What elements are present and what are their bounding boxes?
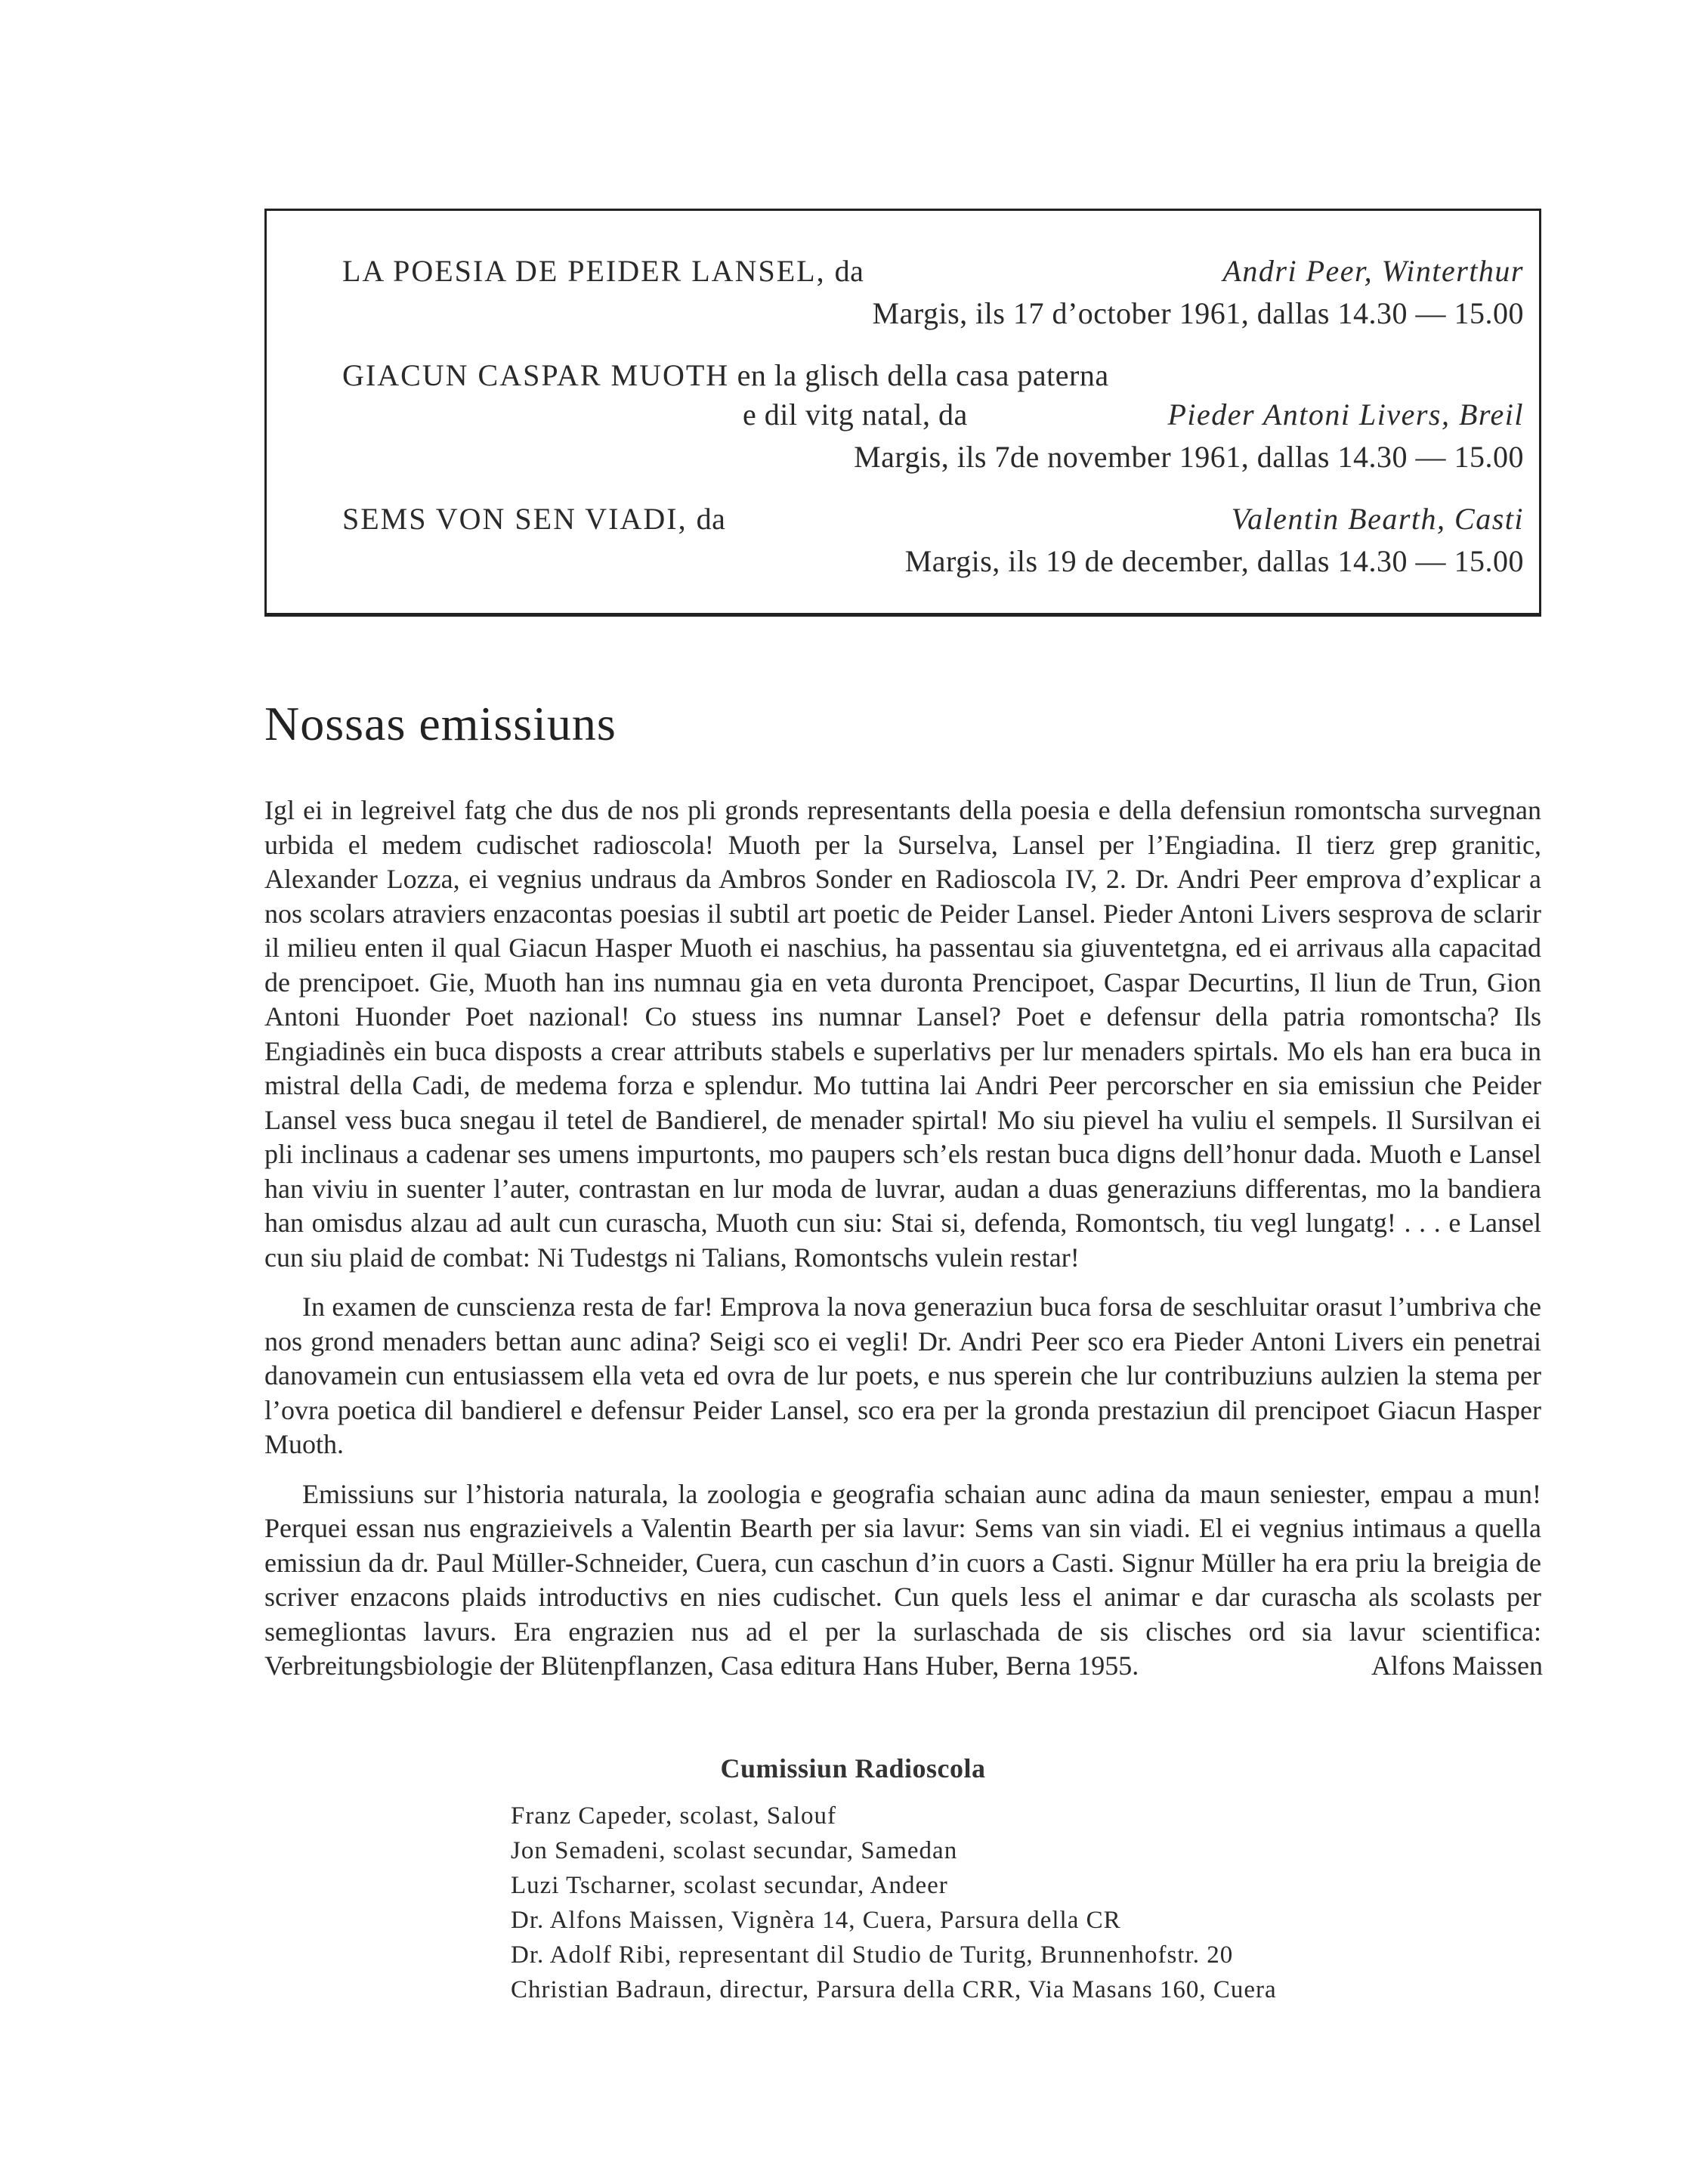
program-item-1-author: Andri Peer, Winterthur xyxy=(1222,254,1524,288)
program-item-3-author: Valentin Bearth, Casti xyxy=(1231,502,1524,536)
committee-member: Franz Capeder, scolast, Salouf xyxy=(511,1802,836,1830)
committee-member: Jon Semadeni, scolast secundar, Samedan xyxy=(511,1837,958,1864)
program-item-2-date: Margis, ils 7de november 1961, dallas 14.30 — 15.00 xyxy=(854,440,1524,474)
committee-member: Dr. Adolf Ribi, representant dil Studio de Turitg, Brunnenhofstr. 20 xyxy=(511,1941,1234,1969)
committee-title: Cumissiun Radioscola xyxy=(720,1753,986,1783)
program-box xyxy=(264,209,1541,617)
program-item-1-date: Margis, ils 17 d’october 1961, dallas 14.30 — 15.00 xyxy=(872,296,1524,330)
program-item-1-title: LA POESIA DE PEIDER LANSEL, da xyxy=(342,254,864,288)
signature: Alfons Maissen xyxy=(1371,1650,1543,1681)
section-heading: Nossas emissiuns xyxy=(264,697,617,750)
committee-member: Luzi Tscharner, scolast secundar, Andeer xyxy=(511,1872,948,1899)
committee-member: Christian Badraun, directur, Parsura della CRR, Via Masans 160, Cuera xyxy=(511,1976,1277,2003)
paragraph-3-text: Emissiuns sur l’historia naturala, la zoologia e geografia schaian aunc adina da maun seniester, empau a mun! Perquei essan nus engrazieivels a Valentin Bearth per sia lavur: Sems van sin viadi. El ei vegnius intimaus a quella emissiun da dr. Paul Müller-Schneider, Cuera, cun caschun d’in cuors a Casti. Signur Müller ha era priu la breigia de scriver enzacons plaids introductivs en nies cudischet. Cun quels less el animar e dar curascha als scolasts per semegliontas lavurs. Era engrazien nus ad el per la surlaschada de sis clisches ord sia lavur scientifica: Verbreitungsbiologie der Blütenpflanzen, Casa editura Hans Huber, Berna 1955. xyxy=(264,1478,1541,1681)
paragraph-1: Igl ei in legreivel fatg che dus de nos pli gronds representants della poesia e della defensiun romontscha survegnan urbida el medem cudischet radioscola! Muoth per la Surselva, Lansel per l’Engiadina. Il tierz grep granitic, Alexander Lozza, ei vegnius undraus da Ambros Sonder en Radioscola IV, 2. Dr. Andri Peer emprova d’explicar a nos scolars atraviers enzacontas poesias il subtil art poetic de Peider Lansel. Pieder Antoni Livers sesprova de sclarir il milieu enten il qual Giacun Hasper Muoth ei naschius, ha passentau sia giuventetgna, ed ei arrivaus alla capacitad de prencipoet. Gie, Muoth han ins numnau gia en veta duronta Prencipoet, Caspar Decurtins, Il liun de Trun, Gion Antoni Huonder Poet nazional! Co stuess ins numnar Lansel? Poet e defensur della patria romontscha? Ils Engiadinès ein buca disposts a crear attributs stabels e superlativs per lur menaders spirtals. Mo els han era buca in mistral della Cadi, de medema forza e splendur. Mo tuttina lai Andri Peer percorscher en sia emissiun che Peider Lansel vess buca snegau il tetel de Bandierel, de menader spirtal! Mo siu pievel ha vuliu el sempels. Il Sursilvan ei pli inclinaus a cadenar ses umens impurtonts, mo paupers sch’els restan buca digns dell’honur dada. Muoth e Lansel han viviu in suenter l’auter, contrastan en lur moda de luvrar, audan a duas generaziuns differentas, mo la bandiera han omisdus alzau ad ault cun curascha, Muoth cun siu: Stai si, defenda, Romontsch, tiu vegl lungatg! . . . e Lansel cun siu plaid de combat: Ni Tudestgs ni Talians, Romontschs vulein restar! xyxy=(264,795,1541,1273)
committee-member: Dr. Alfons Maissen, Vignèra 14, Cuera, Parsura della CR xyxy=(511,1907,1121,1934)
program-item-3-date: Margis, ils 19 de december, dallas 14.30 — 15.00 xyxy=(904,544,1524,578)
program-item-2-subtitle: e dil vitg natal, da xyxy=(743,398,968,432)
program-item-3-title: SEMS VON SEN VIADI, da xyxy=(342,502,726,536)
paragraph-2: In examen de cunscienza resta de far! Emprova la nova generaziun buca forsa de seschluitar orasut l’umbriva che nos grond menaders bettan aunc adina? Seigi sco ei vegli! Dr. Andri Peer sco era Pieder Antoni Livers ein penetrai danovamein cun entusiassem ella veta ed ovra de lur poets, e nus sperein che lur contribuziuns aulzien la stema per l’ovra poetica dil bandierel e defensur Peider Lansel, sco era per la gronda prestaziun dil prencipoet Giacun Hasper Muoth. xyxy=(264,1292,1541,1459)
program-item-2-author: Pieder Antoni Livers, Breil xyxy=(1167,398,1524,432)
committee-list xyxy=(511,1799,1277,2007)
paragraph-3 xyxy=(264,1477,1541,1684)
program-item-2-title: GIACUN CASPAR MUOTH en la glisch della casa paterna xyxy=(342,358,1109,392)
article-body xyxy=(264,793,1541,1684)
